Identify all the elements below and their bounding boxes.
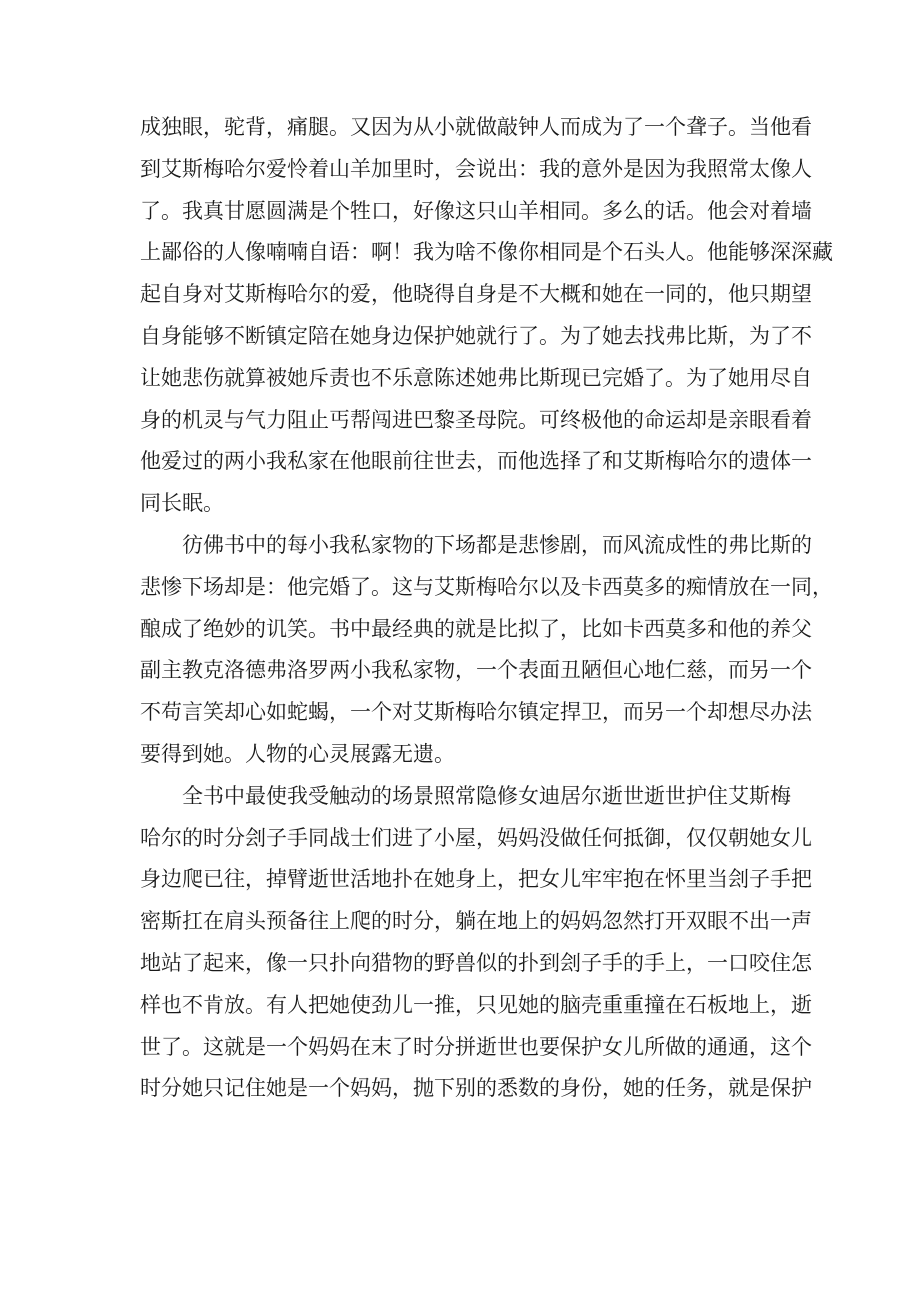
paragraph-1-line-3: 了。我真甘愿圆满是个牲口，好像这只山羊相同。多么的话。他会对着墙 xyxy=(140,198,812,223)
paragraph-2-line-2: 悲惨下场却是：他完婚了。这与艾斯梅哈尔以及卡西莫多的痴情放在一同， xyxy=(140,574,833,599)
paragraph-2-line-5: 不苟言笑却心如蛇蝎，一个对艾斯梅哈尔镇定捍卫，而另一个却想尽办法 xyxy=(140,700,812,725)
paragraph-1-line-1: 成独眼，驼背，痛腿。又因为从小就做敲钟人而成为了一个聋子。当他看 xyxy=(140,115,812,139)
paragraph-2-line-3: 酿成了绝妙的讥笑。书中最经典的就是比拟了，比如卡西莫多和他的养父 xyxy=(140,616,812,641)
paragraph-3-line-5: 地站了起来，像一只扑向猎物的野兽似的扑到刽子手的手上，一口咬住怎 xyxy=(140,950,812,975)
paragraph-1-line-10: 同长眠。 xyxy=(140,491,224,516)
paragraph-1-line-2: 到艾斯梅哈尔爱怜着山羊加里时，会说出：我的意外是因为我照常太像人 xyxy=(140,156,812,181)
document-body xyxy=(140,107,833,1110)
paragraph-1-line-5: 起自身对艾斯梅哈尔的爱，他晓得自身是不大概和她在一同的，他只期望 xyxy=(140,282,812,307)
paragraph-1-line-6: 自身能够不断镇定陪在她身边保护她就行了。为了她去找弗比斯，为了不 xyxy=(140,323,812,348)
paragraph-3-line-7: 世了。这就是一个妈妈在末了时分拼逝世也要保护女儿所做的通通，这个 xyxy=(140,1034,812,1059)
paragraph-2-line-6: 要得到她。人物的心灵展露无遗。 xyxy=(140,741,455,766)
paragraph-3-line-4: 密斯扛在肩头预备往上爬的时分，躺在地上的妈妈忽然打开双眼不出一声 xyxy=(140,909,812,934)
paragraph-1-line-9: 他爱过的两小我私家在他眼前往世去，而他选择了和艾斯梅哈尔的遗体一 xyxy=(140,449,812,474)
paragraph-2-line-1: 彷佛书中的每小我私家物的下场都是悲惨剧，而风流成性的弗比斯的 xyxy=(182,532,812,557)
paragraph-3-line-2: 哈尔的时分刽子手同战士们进了小屋，妈妈没做任何抵御，仅仅朝她女儿 xyxy=(140,825,812,850)
paragraph-3-line-3: 身边爬已往，掉臂逝世活地扑在她身上，把女儿牢牢抱在怀里当刽子手把 xyxy=(140,867,812,892)
paragraph-3-line-6: 样也不肯放。有人把她使劲儿一推，只见她的脑壳重重撞在石板地上，逝 xyxy=(140,992,812,1017)
paragraph-3-line-1: 全书中最使我受触动的场景照常隐修女迪居尔逝世逝世护住艾斯梅 xyxy=(182,783,791,808)
paragraph-2-line-4: 副主教克洛德弗洛罗两小我私家物，一个表面丑陋但心地仁慈，而另一个 xyxy=(140,658,812,683)
paragraph-1-line-8: 身的机灵与气力阻止丐帮闯进巴黎圣母院。可终极他的命运却是亲眼看着 xyxy=(140,407,812,432)
paragraph-3-line-8: 时分她只记住她是一个妈妈，抛下别的悉数的身份，她的任务，就是保护 xyxy=(140,1076,812,1101)
paragraph-1-line-7: 让她悲伤就算被她斥责也不乐意陈述她弗比斯现已完婚了。为了她用尽自 xyxy=(140,365,812,390)
paragraph-1-line-4: 上鄙俗的人像喃喃自语：啊！我为啥不像你相同是个石头人。他能够深深藏 xyxy=(140,240,833,265)
